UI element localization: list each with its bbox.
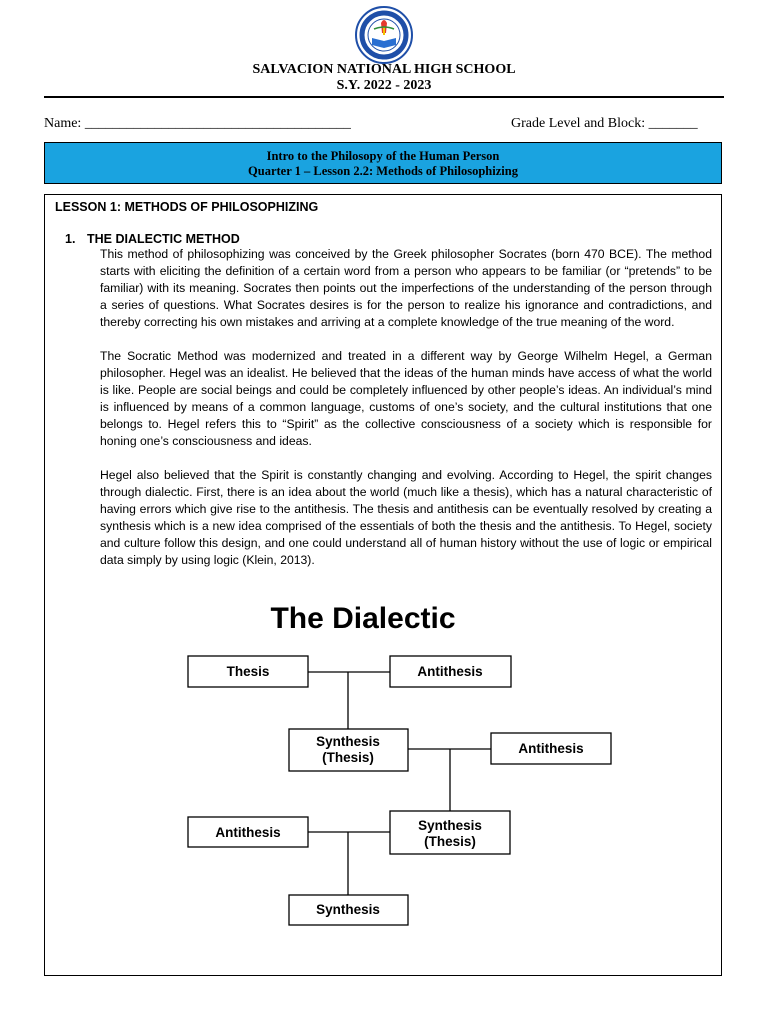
grade-field-label: Grade Level and Block: _______ (511, 116, 698, 131)
school-name: SALVACION NATIONAL HIGH SCHOOL (252, 62, 516, 77)
paragraph-hegel: The Socratic Method was modernized and treated in a different way by George Wilhelm Hegel, a German philosopher. Hegel was an idealist. He believed that the ideas of the human minds have access of what the world is like. People are social beings and could be completely influenced by other people’s ideas. An individual’s mind is influenced by means of a common language, customs of one’s society, and the cultural institutions that one belongs to. Hegel refers this to “Spirit” as the collective consciousness of a society which is responsible for honing one’s consciousness and ideas. (100, 349, 712, 448)
section-number: 1. (65, 232, 76, 246)
synthesis-thesis-label-2: (Thesis) (424, 834, 476, 849)
antithesis-label-2: Antithesis (518, 741, 584, 756)
section-title: THE DIALECTIC METHOD (87, 232, 240, 246)
antithesis-label-1: Antithesis (417, 664, 483, 679)
diagram-connectors (308, 672, 491, 895)
school-year: S.Y. 2022 - 2023 (336, 78, 432, 93)
thesis-label: Thesis (226, 664, 270, 679)
course-title: Intro to the Philosopy of the Human Person (266, 149, 500, 163)
name-field-label: Name: ______________________________________ (44, 116, 351, 131)
synthesis-label-3: Synthesis (316, 902, 380, 917)
diagram-title: The Dialectic (270, 602, 456, 635)
synthesis-thesis-label-1: (Thesis) (322, 750, 374, 765)
synthesis-label-1: Synthesis (316, 734, 380, 749)
synthesis-label-2: Synthesis (418, 818, 482, 833)
antithesis-label-3: Antithesis (215, 825, 281, 840)
lesson-subtitle: Quarter 1 – Lesson 2.2: Methods of Philosophizing (248, 164, 518, 178)
lesson-title: LESSON 1: METHODS OF PHILOSOPHIZING (55, 200, 319, 214)
paragraph-spirit: Hegel also believed that the Spirit is constantly changing and evolving. According to Hegel, the spirit changes through dialectic. First, there is an idea about the world (much like a thesis), which has a natural characteristic of having errors which give rise to the antithesis. The thesis and antithesis can be eventually resolved by creating a synthesis which is a new idea comprised of the essentials of both the thesis and the antithesis. To Hegel, society and culture follow this design, and one could understand all of human history without the use of logic or empirical data simply by using logic (Klein, 2013). (100, 468, 712, 567)
paragraph-socrates: This method of philosophizing was conceived by the Greek philosopher Socrates (born 470 BCE). The method starts with eliciting the definition of a certain word from a person who appears to be familiar (or “pretends” to be familiar) with its meaning. Socrates then points out the imperfections of the understanding of the person through a series of questions. What Socrates desires is for the person to realize his ignorance and contradictions, and thereby correcting his own mistakes and arriving at a complete knowledge of the true meaning of the word. (100, 247, 712, 329)
